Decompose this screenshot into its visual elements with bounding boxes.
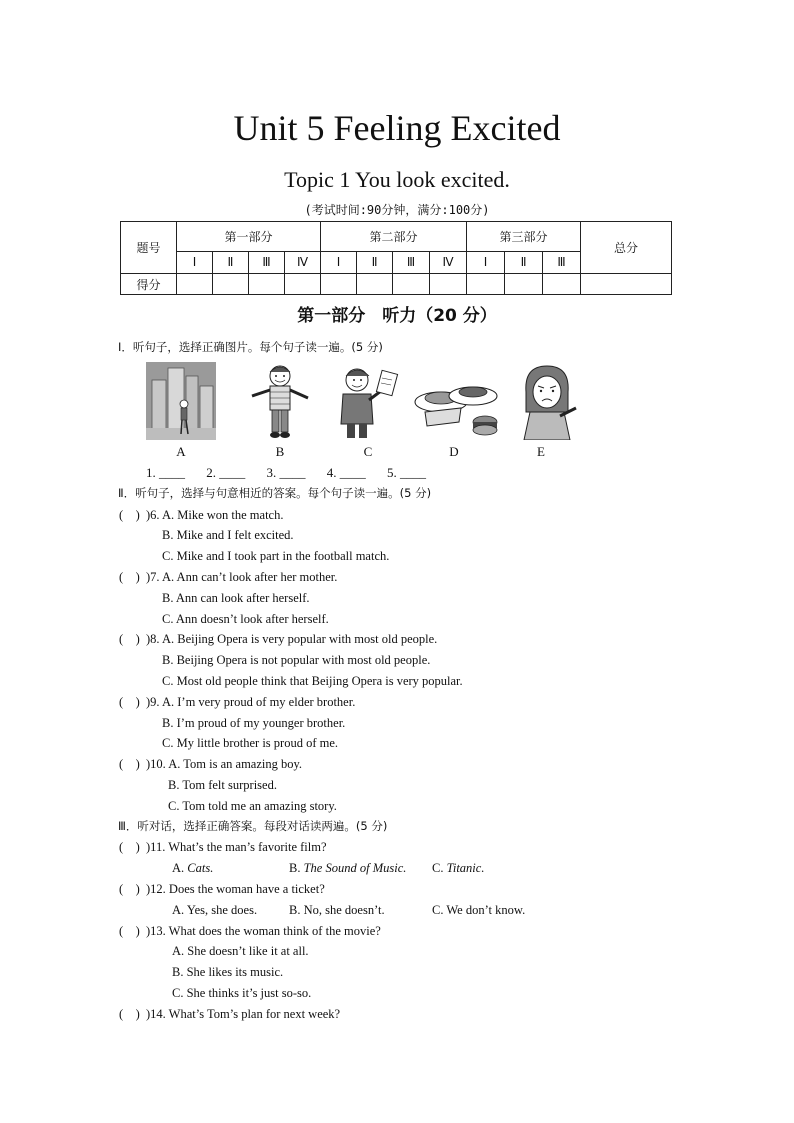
part2-col: Ⅲ [393, 252, 430, 274]
picture-a-city-boy [146, 362, 216, 440]
option-b: B. Mike and I felt excited. [162, 528, 294, 542]
option-c [432, 859, 484, 877]
part3-col: Ⅱ [505, 252, 543, 274]
part3-instruction: Ⅲ．听对话，选择正确答案。每段对话读两遍。(5 分) [118, 819, 388, 833]
answer-blanks [146, 464, 444, 482]
question-7: )7. A. Ann can’t look after her mother. [146, 570, 338, 584]
option-letter: A. [172, 861, 185, 875]
answer-blank[interactable]: 1. ____ [146, 465, 185, 480]
picture-c-boy-tickets [333, 362, 403, 440]
score-cell[interactable] [177, 274, 213, 295]
option-c: C. She thinks it’s just so-so. [172, 986, 312, 1000]
part2-header: 第二部分 [321, 222, 467, 252]
answer-paren[interactable]: ( ) [119, 570, 140, 584]
question-10: )10. A. Tom is an amazing boy. [146, 757, 303, 771]
option-c: C. Most old people think that Beijing Opera is very popular. [162, 674, 463, 688]
option-text: Cats. [187, 861, 214, 875]
option-c: C. Tom told me an amazing story. [168, 799, 337, 813]
answer-paren[interactable]: ( ) [119, 695, 140, 709]
picture-d-food [411, 362, 501, 440]
option-a: A. Yes, she does. [172, 903, 258, 917]
option-b: B. She likes its music. [172, 965, 284, 979]
option-letter: B. [289, 861, 301, 875]
part1-col: Ⅳ [285, 252, 321, 274]
total-score-cell[interactable] [581, 274, 672, 295]
part3-header: 第三部分 [467, 222, 581, 252]
score-table [120, 221, 672, 295]
option-b: B. I’m proud of my younger brother. [162, 716, 346, 730]
answer-paren[interactable]: ( ) [119, 924, 140, 938]
part2-col: Ⅳ [430, 252, 467, 274]
page-subtitle: Topic 1 You look excited. [284, 167, 510, 192]
part1-instruction: Ⅰ．听句子，选择正确图片。每个句子读一遍。(5 分) [118, 340, 383, 354]
score-cell[interactable] [543, 274, 581, 295]
option-c: C. My little brother is proud of me. [162, 736, 339, 750]
option-b: B. Ann can look after herself. [162, 591, 310, 605]
question-14: )14. What’s Tom’s plan for next week? [146, 1007, 341, 1021]
option-text: The Sound of Music. [303, 861, 407, 875]
question-13: )13. What does the woman think of the movie? [146, 924, 381, 938]
part2-col: Ⅱ [357, 252, 393, 274]
answer-blank[interactable]: 2. ____ [206, 465, 246, 480]
picture-label: B [275, 444, 285, 459]
option-text: Titanic. [446, 861, 485, 875]
score-cell[interactable] [505, 274, 543, 295]
answer-paren[interactable]: ( ) [119, 632, 140, 646]
score-row-label: 得分 [121, 274, 177, 295]
option-b: B. No, she doesn’t. [289, 903, 385, 917]
option-c: C. Ann doesn’t look after herself. [162, 612, 329, 626]
part3-col: Ⅲ [543, 252, 581, 274]
page-title: Unit 5 Feeling Excited [233, 108, 561, 148]
score-cell[interactable] [213, 274, 249, 295]
option-b [289, 859, 406, 877]
answer-paren[interactable]: ( ) [119, 1007, 140, 1021]
picture-label: A [176, 444, 186, 459]
score-cell[interactable] [467, 274, 505, 295]
option-letter: C. [432, 861, 444, 875]
part3-col: Ⅰ [467, 252, 505, 274]
part1-col: Ⅰ [177, 252, 213, 274]
option-c: C. Mike and I took part in the football match. [162, 549, 390, 563]
part1-header: 第一部分 [177, 222, 321, 252]
part2-instruction: Ⅱ．听句子，选择与句意相近的答案。每个句子读一遍。(5 分) [118, 486, 432, 500]
picture-label: C [363, 444, 373, 459]
part1-col: Ⅱ [213, 252, 249, 274]
answer-paren[interactable]: ( ) [119, 882, 140, 896]
score-cell[interactable] [430, 274, 467, 295]
answer-blank[interactable]: 4. ____ [326, 465, 366, 480]
option-a: A. She doesn’t like it at all. [172, 944, 309, 958]
part1-col: Ⅲ [249, 252, 285, 274]
score-cell[interactable] [285, 274, 321, 295]
answer-blank[interactable]: 3. ____ [266, 465, 306, 480]
score-cell[interactable] [357, 274, 393, 295]
picture-b-happy-boy [244, 362, 316, 440]
score-cell[interactable] [393, 274, 430, 295]
score-cell[interactable] [321, 274, 357, 295]
answer-blank[interactable]: 5. ____ [387, 465, 426, 480]
option-b: B. Beijing Opera is not popular with most old people. [162, 653, 431, 667]
question-12: )12. Does the woman have a ticket? [146, 882, 325, 896]
section1-heading: 第一部分 听力（20 分） [297, 306, 497, 326]
part2-col: Ⅰ [321, 252, 357, 274]
total-header: 总分 [581, 222, 672, 274]
picture-label: E [537, 444, 545, 459]
score-cell[interactable] [249, 274, 285, 295]
question-8: )8. A. Beijing Opera is very popular with most old people. [146, 632, 438, 646]
exam-info: (考试时间:90分钟，满分:100分) [304, 203, 490, 217]
option-b: B. Tom felt surprised. [168, 778, 277, 792]
answer-paren[interactable]: ( ) [119, 757, 140, 771]
question-6: )6. A. Mike won the match. [146, 508, 284, 522]
question-11: )11. What’s the man’s favorite film? [146, 840, 327, 854]
answer-paren[interactable]: ( ) [119, 508, 140, 522]
answer-paren[interactable]: ( ) [119, 840, 140, 854]
option-c: C. We don’t know. [432, 903, 526, 917]
col-header-cell: 题号 [121, 222, 177, 274]
picture-label: D [449, 444, 459, 459]
picture-e-unhappy-girl [516, 362, 578, 440]
question-9: )9. A. I’m very proud of my elder brother. [146, 695, 356, 709]
option-a [172, 859, 213, 877]
